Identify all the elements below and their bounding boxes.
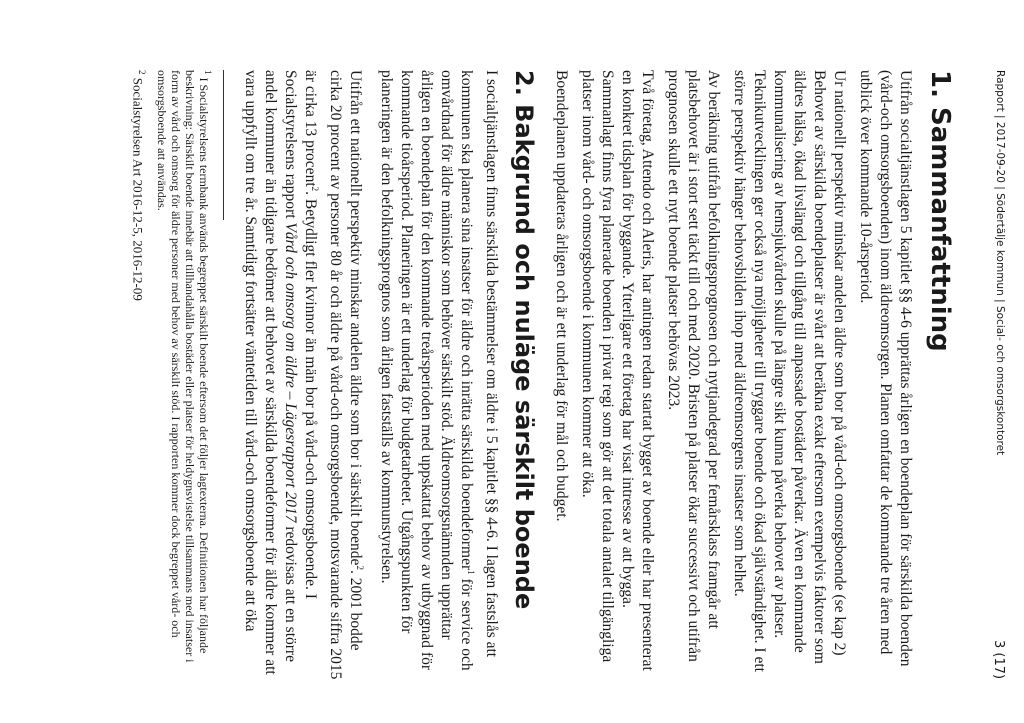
page-number: 3 (17) — [991, 640, 1006, 680]
section-1-paragraph-1: Utifrån socialtjänstlagen 5 kapitlet §§ 4-6 upprättas årligen en boendeplan för särskilda boenden (vård-och omsorgsboenden) inom äldreomsorgen. Planen omfattar de kommande tre åren med utblick över kommande 10-årsperiod. — [857, 70, 915, 667]
footnote-ref-1: 1 — [466, 570, 477, 575]
section-2-paragraph-1 — [376, 70, 501, 680]
footnote-2-text: Socialstyrelsen Art 2016-12-5, 2016-12-09 — [130, 74, 146, 301]
s2p2-text-a: Utifrån ett nationellt perspektiv minskar andelen äldre som bor i särskilt boende — [346, 70, 364, 566]
footnote-1-text: I Socialstyrelsens termbank används begreppet särskilt boende eftersom det följer lagtexterna. Definitionen har följande beskrivning: Särskilt boende innebär att tillhandahålla bostäder eller platser för heldygnsvistelse tillsammans med insatser i form av vård och omsorg för äldre personer med behov av särskilt stöd. I rapporten kommer dock begreppet vård- och omsorgsboende att användas. — [154, 70, 211, 663]
section-2-heading: 2. Bakgrund och nuläge särskilt boende — [510, 70, 539, 610]
footnote-2-number: 2 — [136, 70, 147, 75]
section-1-paragraph-2: Ur nationellt perspektiv minskar andelen äldre som bor på vård-och omsorgsboende (se kap 2) Behovet av särskilda boendeplatser är svårt att beräkna exakt eftersom exempelvis faktorer som äldres hälsa, ökad livslängd och tillgång till anpassade bostäder påverkar. Även en kommande kommunalisering av hemsjukvården skulle på längre sikt kunna påverka behovet av platser. Teknikutvecklingen ger också nya möjligheter till tryggare boende och ökad självständighet. I ett större perspektiv hänger behovsbilden ihop med äldreomsorgens insatser som helhet. — [731, 70, 849, 672]
footnote-1-number: 1 — [202, 70, 213, 75]
section-1-paragraph-4: Två företag, Attendo och Aleris, har antingen redan startat bygget av boende eller har presenterat en konkret tidsplan för byggande. Ytterligare ett företag har visat intresse av att bygga. Sammanlagt finns fyra planerade boenden i privat regi som gör att det totala antalet tillgängliga platser inom vård- och omsorgsboende i kommunen kommer att öka. — [579, 70, 657, 671]
running-header: Rapport | 2017-09-20 | Södertälje kommun | Social- och omsorgskontoret — [994, 70, 1006, 456]
footnote-1 — [155, 70, 215, 680]
section-1-paragraph-3: Av beräkning utifrån befolkningsprognosen och nyttjandegrad per femårsklass framgår att platsbehovet är i stort sett täckt till och med 2020. Bristen på platser ökar successivt och utifrån prognosen skulle ett nytt boende platser behövas 2023. — [665, 70, 723, 662]
section-2-paragraph-2 — [240, 70, 370, 680]
footnote-divider — [223, 70, 224, 220]
footnote-ref-2: 2 — [354, 565, 365, 570]
s2p2-text-d: redovisas att en större andel kommuner än tidigare bedömer att behovet av särskilda boendeformer för äldre kommer att vara uppfyllt om tre år. Samtidigt fortsätter väntetiden till vård-och omsorgsboende att öka — [241, 70, 299, 675]
section-1-heading: 1. Sammanfattning — [925, 70, 955, 352]
s2p2-text-c: . Betydligt fler kvinnor än män bor på vård-och omsorgsboende. I Socialstyrelsens rapport — [281, 70, 319, 599]
s2p1-text-b: för service och omvårdnad för äldre människor som behöver särskilt stöd. Äldreomsorgsnämnden upprättar årligen en boendeplan för den kommande treårsperioden med uppskattat behov av utbyggnad för kommande tioårsperiod. Planeringen är ett underlag för budgetarbetet. Utgångspunkten för planeringen är den befolkningsprognos som årligen fastställs av kommunstyrelsen. — [377, 70, 475, 671]
page-content — [130, 70, 954, 680]
s2p1-text-a: I socialtjänstlagen finns särskilda bestämmelser om äldre i 5 kapitlet §§ 4-6. I lagen fastslås att kommunen ska planera sina insatser för äldre och inrätta särskilda boendeformer — [457, 70, 501, 658]
report-title-italic: Vård och omsorg om äldre – Lägesrapport 2017 — [281, 222, 299, 523]
s2p2-text-b: . 2001 bodde cirka 20 procent av personer 80 år och äldre på vård-och omsorgsboende, motsvarande siffra 2015 är cirka 13 procent — [301, 70, 364, 680]
section-1-paragraph-5: Boendeplanen uppdateras årligen och är ett underlag för mål och budget. — [553, 70, 571, 522]
footnote-2 — [130, 70, 148, 680]
footnote-ref-2b: 2 — [309, 186, 320, 192]
